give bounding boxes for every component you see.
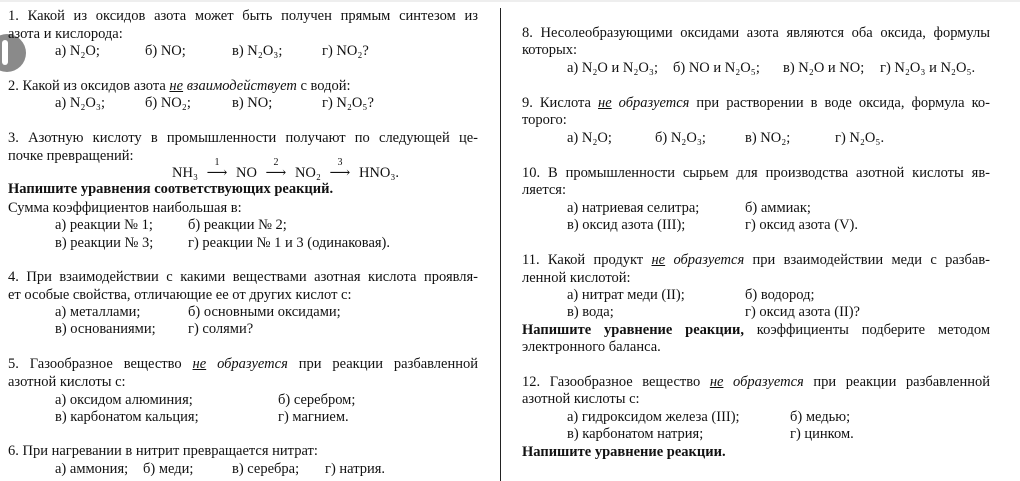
option[interactable]: а) металлами; (55, 304, 141, 320)
option[interactable]: а) нитрат меди (II); (567, 287, 685, 303)
left-column (8, 0, 478, 481)
option[interactable]: б) N₂O₃; (655, 130, 706, 146)
q5-text: 5. Газообразное вещество не образуется при реакции разбавленной (8, 356, 478, 372)
q3-options-2 (8, 234, 478, 252)
q3-options (8, 216, 478, 234)
option[interactable]: б) основными оксидами; (188, 304, 341, 320)
option[interactable]: в) реакции № 3; (55, 235, 154, 251)
option[interactable]: г) магнием. (278, 409, 349, 425)
option[interactable]: г) N₂O₅? (322, 95, 374, 111)
option[interactable]: а) гидроксидом железа (III); (567, 409, 740, 425)
q10-options (522, 199, 990, 217)
q2-text: 2. Какой из оксидов азота не взаимодействует с водой: (8, 78, 351, 94)
option[interactable]: а) N₂O; (567, 130, 612, 146)
option[interactable]: а) натриевая селитра; (567, 200, 700, 216)
arrow-icon: 2 ⟶ (265, 157, 287, 181)
q1-options (8, 42, 478, 60)
q1-text-2: азота и кислорода: (8, 26, 123, 42)
option[interactable]: б) аммиак; (745, 200, 811, 216)
q11-text-3: электронного баланса. (522, 339, 661, 355)
column-divider (500, 8, 501, 481)
option[interactable]: а) N₂O₃; (55, 95, 105, 111)
option[interactable]: г) оксид азота (V). (745, 217, 858, 233)
option[interactable]: в) N₂O₃; (232, 43, 283, 59)
option[interactable]: в) NO₂; (745, 130, 791, 146)
q8-options (522, 59, 990, 77)
q1-text: 1. Какой из оксидов азота может быть получен прямым синтезом из (8, 8, 478, 24)
option[interactable]: а) оксидом алюминия; (55, 392, 193, 408)
q9-text-2: торого: (522, 112, 567, 128)
option[interactable]: а) реакции № 1; (55, 217, 153, 233)
q9-text: 9. Кислота не образуется при растворении в воде оксида, формула ко- (522, 95, 990, 111)
option[interactable]: в) карбонатом кальция; (55, 409, 199, 425)
reaction-chain: NH₃ 1 ⟶ NO 2 ⟶ NO₂ 3 ⟶ HNO₃. (172, 157, 400, 181)
q4-options (8, 303, 478, 321)
q12-options (522, 408, 990, 426)
q10-text-2: ляется: (522, 182, 566, 198)
option[interactable]: б) медью; (790, 409, 851, 425)
option[interactable]: б) NO и N₂O₅; (673, 60, 760, 76)
option[interactable]: б) NO; (145, 43, 186, 59)
q11-text-2: ленной кислотой: (522, 270, 631, 286)
option[interactable]: в) серебра; (232, 461, 300, 477)
option[interactable]: а) аммония; (55, 461, 129, 477)
option[interactable]: в) N₂O и NO; (783, 60, 865, 76)
option[interactable]: а) N₂O; (55, 43, 100, 59)
option[interactable]: в) вода; (567, 304, 614, 320)
option[interactable]: г) N₂O₃ и N₂O₅. (880, 60, 976, 76)
option[interactable]: в) NO; (232, 95, 273, 111)
q3-text: 3. Азотную кислоту в промышленности получают по следующей це- (8, 130, 478, 146)
q3-text-3: Сумма коэффициентов наибольшая в: (8, 200, 242, 216)
q9-options (522, 129, 990, 147)
q6-options (8, 460, 478, 478)
option[interactable]: г) оксид азота (II)? (745, 304, 860, 320)
q6-text: 6. При нагревании в нитрит превращается нитрат: (8, 443, 318, 459)
option[interactable]: а) N₂O и N₂O₃; (567, 60, 658, 76)
q11-options-2 (522, 303, 990, 321)
option[interactable]: в) основаниями; (55, 321, 156, 337)
q12-instruction: Напишите уравнение реакции. (522, 444, 726, 460)
option[interactable]: г) солями? (188, 321, 254, 337)
q11-text: 11. Какой продукт не образуется при взаимодействии меди с разбав- (522, 252, 990, 268)
option[interactable]: б) меди; (143, 461, 194, 477)
q4-text: 4. При взаимодействии с какими веществами азотная кислота проявля- (8, 269, 478, 285)
q8-text-2: которых: (522, 42, 578, 58)
q4-text-2: ет особые свойства, отличающие ее от других кислот с: (8, 287, 352, 303)
option[interactable]: б) водород; (745, 287, 815, 303)
option[interactable]: б) реакции № 2; (188, 217, 287, 233)
q5-options-2 (8, 408, 478, 426)
q5-text-2: азотной кислоты с: (8, 374, 126, 390)
q8-text: 8. Несолеобразующими оксидами азота являются оба оксида, формулы (522, 25, 990, 41)
q11-options (522, 286, 990, 304)
option[interactable]: г) реакции № 1 и 3 (одинаковая). (188, 235, 391, 251)
q11-instruction: Напишите уравнение реакции, коэффициенты подберите методом (522, 322, 990, 338)
right-column (522, 0, 990, 481)
q12-options-2 (522, 425, 990, 443)
q12-text-2: азотной кислоты с: (522, 391, 640, 407)
option[interactable]: б) NO₂; (145, 95, 191, 111)
q12-text: 12. Газообразное вещество не образуется при реакции разбавленной (522, 374, 990, 390)
arrow-icon: 3 ⟶ (329, 157, 351, 181)
option[interactable]: б) серебром; (278, 392, 356, 408)
q4-options-2 (8, 320, 478, 338)
q5-options (8, 391, 478, 409)
q3-instruction: Напишите уравнения соответствующих реакций. (8, 181, 334, 197)
option[interactable]: г) цинком. (790, 426, 854, 442)
q3-text-2: почке превращений: (8, 148, 134, 164)
option[interactable]: г) натрия. (325, 461, 386, 477)
option[interactable]: в) оксид азота (III); (567, 217, 686, 233)
arrow-icon: 1 ⟶ (206, 157, 228, 181)
option[interactable]: г) N₂O₅. (835, 130, 885, 146)
option[interactable]: в) карбонатом натрия; (567, 426, 704, 442)
q10-options-2 (522, 216, 990, 234)
q10-text: 10. В промышленности сырьем для производства азотной кислоты яв- (522, 165, 990, 181)
q2-options (8, 94, 478, 112)
option[interactable]: г) NO₂? (322, 43, 369, 59)
